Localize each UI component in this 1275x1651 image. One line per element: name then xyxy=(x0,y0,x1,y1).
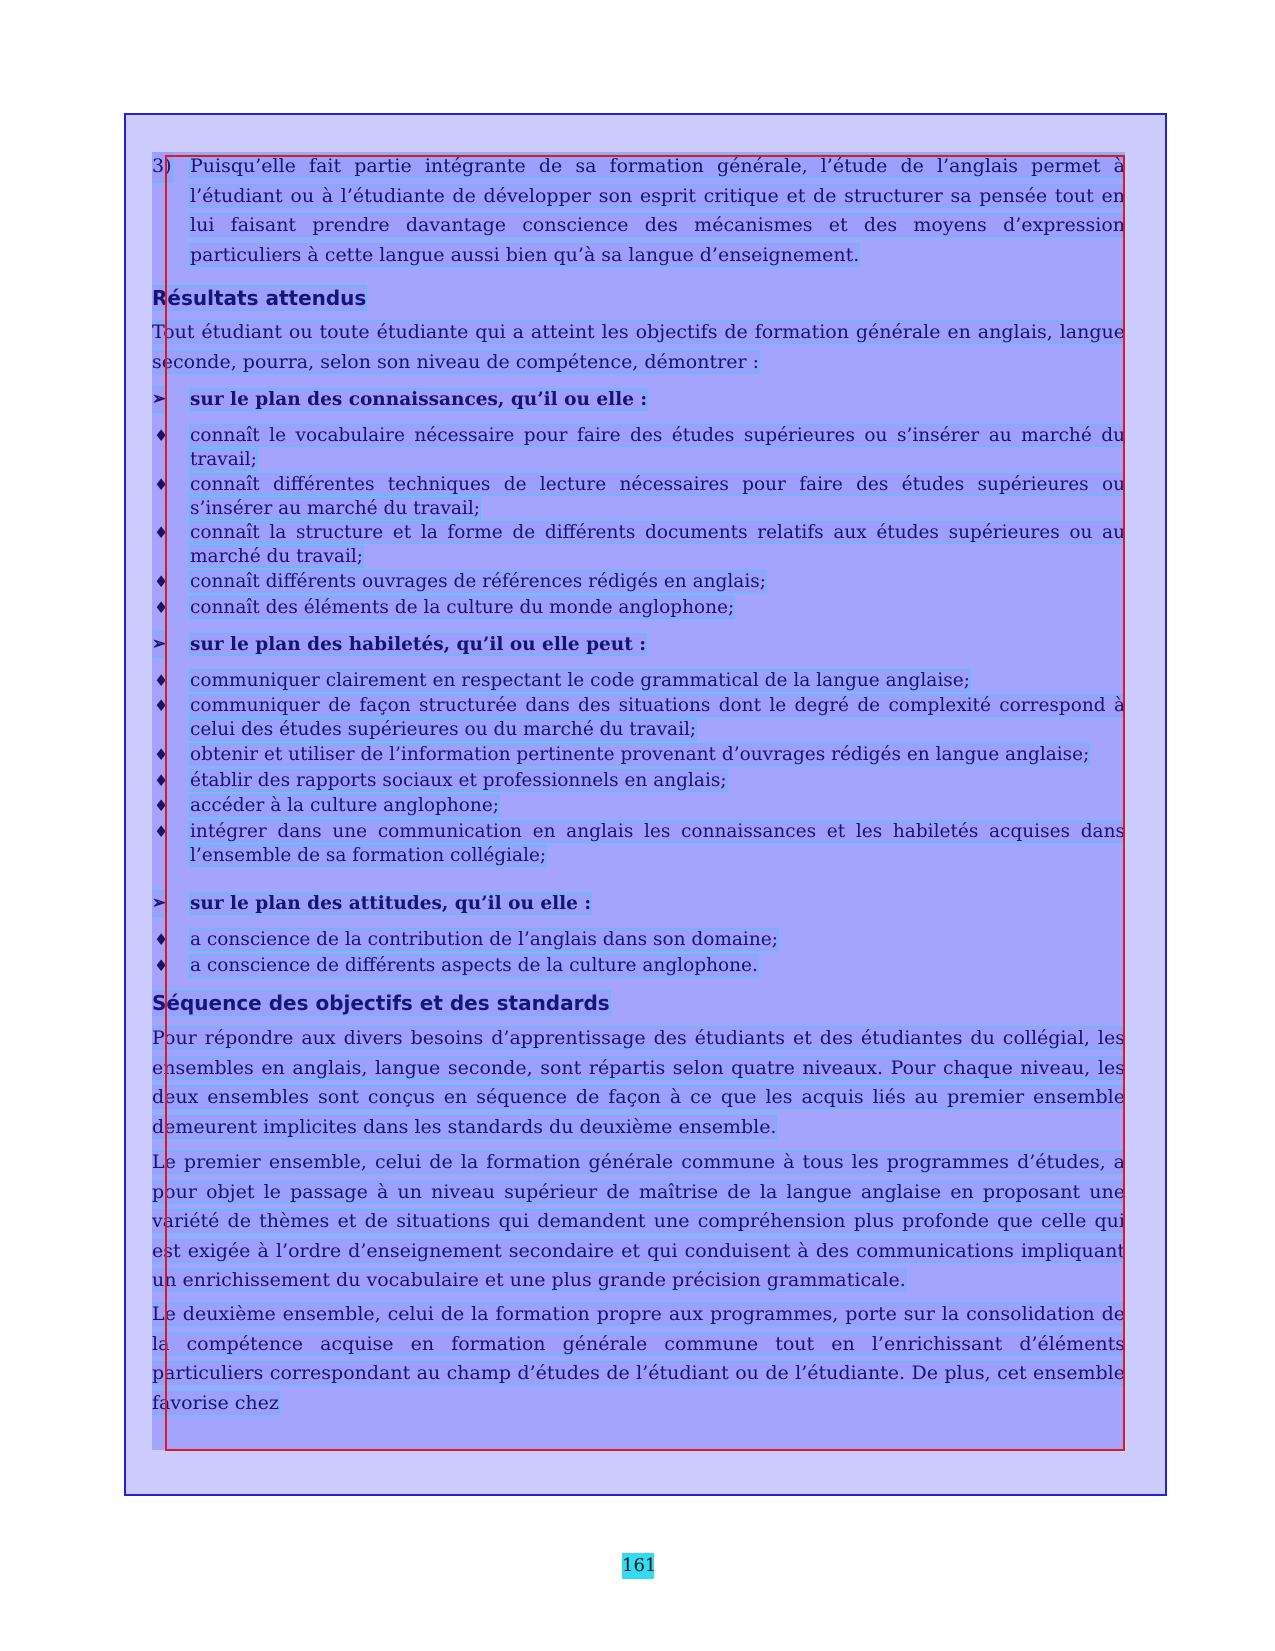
arrow-bullet-icon: ➢ xyxy=(152,632,166,657)
list-item: ♦ connaît différents ouvrages de références rédigés en anglais; xyxy=(154,571,766,592)
list-item: ♦ a conscience de la contribution de l’anglais dans son domaine; xyxy=(154,929,778,950)
page-content xyxy=(152,152,1125,1450)
diamond-bullet-icon: ♦ xyxy=(154,822,169,841)
list-item: ♦ intégrer dans une communication en anglais les connaissances et les habiletés acquises dans l’ensemble de sa formation collégiale; xyxy=(154,821,1125,866)
arrow-bullet-icon: ➢ xyxy=(152,387,166,412)
list-item: ♦ obtenir et utiliser de l’information pertinente provenant d’ouvrages rédigés en langue anglaise; xyxy=(154,744,1090,765)
list-item: ♦ connaît le vocabulaire nécessaire pour faire des études supérieures ou s’insérer au marché du travail; xyxy=(154,425,1125,470)
diamond-bullet-icon: ♦ xyxy=(154,523,169,542)
diamond-bullet-icon: ♦ xyxy=(154,572,169,591)
item-number: 3) xyxy=(152,152,172,182)
page-number: 161 xyxy=(622,1553,654,1579)
list-item: ♦ accéder à la culture anglophone; xyxy=(154,795,499,816)
diamond-bullet-icon: ♦ xyxy=(154,956,169,975)
attitudes-section-title: ➢ sur le plan des attitudes, qu’il ou elle : xyxy=(152,893,592,914)
list-item: ♦ connaît différentes techniques de lecture nécessaires pour faire des études supérieures ou s’insérer au marché du travail; xyxy=(154,474,1125,519)
list-item: ♦ établir des rapports sociaux et professionnels en anglais; xyxy=(154,770,727,791)
intro-item-text: Puisqu’elle fait partie intégrante de sa formation générale, l’étude de l’anglais permet à l’étudiant ou à l’étudiante de développer son esprit critique et de structurer sa pensée tout en lui faisant prendre davantage conscience des mécanismes et des moyens d’expression particuliers à cette langue aussi bien qu’à sa langue d’enseignement. xyxy=(190,155,1125,266)
diamond-bullet-icon: ♦ xyxy=(154,598,169,617)
results-heading: Résultats attendus xyxy=(152,286,367,310)
diamond-bullet-icon: ♦ xyxy=(154,426,169,445)
skills-section-title: ➢ sur le plan des habiletés, qu’il ou elle peut : xyxy=(152,634,647,655)
diamond-bullet-icon: ♦ xyxy=(154,796,169,815)
knowledge-section-title: ➢ sur le plan des connaissances, qu’il ou elle : xyxy=(152,389,648,410)
list-item: ♦ connaît la structure et la forme de différents documents relatifs aux études supérieures ou au marché du travail; xyxy=(154,522,1125,567)
list-item: ♦ connaît des éléments de la culture du monde anglophone; xyxy=(154,597,735,618)
intro-numbered-item xyxy=(152,152,1125,270)
diamond-bullet-icon: ♦ xyxy=(154,771,169,790)
list-item: ♦ communiquer clairement en respectant le code grammatical de la langue anglaise; xyxy=(154,670,970,691)
sequence-paragraph: Le deuxième ensemble, celui de la formation propre aux programmes, porte sur la consolidation de la compétence acquise en formation générale commune tout en l’enrichissant d’éléments particuliers correspondant au champ d’études de l’étudiant ou de l’étudiante. De plus, cet ensemble favorise chez xyxy=(152,1303,1125,1414)
arrow-bullet-icon: ➢ xyxy=(152,891,166,916)
results-intro: Tout étudiant ou toute étudiante qui a atteint les objectifs de formation générale en anglais, langue seconde, pourra, selon son niveau de compétence, démontrer : xyxy=(152,321,1125,373)
sequence-paragraph: Pour répondre aux divers besoins d’apprentissage des étudiants et des étudiantes du collégial, les ensembles en anglais, langue seconde, sont répartis selon quatre niveaux. Pour chaque niveau, les deux ensembles sont conçus en séquence de façon à ce que les acquis liés au premier ensemble demeurent implicites dans les standards du deuxième ensemble. xyxy=(152,1027,1125,1138)
sequence-paragraph: Le premier ensemble, celui de la formation générale commune à tous les programmes d’études, a pour objet le passage à un niveau supérieur de maîtrise de la langue anglaise en proposant une variété de thèmes et de situations qui demandent une compréhension plus profonde que celle qui est exigée à l’ordre d’enseignement secondaire et qui conduisent à des communications impliquant un enrichissement du vocabulaire et une plus grande précision grammaticale. xyxy=(152,1151,1125,1291)
sequence-heading: Séquence des objectifs et des standards xyxy=(152,991,610,1015)
diamond-bullet-icon: ♦ xyxy=(154,930,169,949)
diamond-bullet-icon: ♦ xyxy=(154,475,169,494)
diamond-bullet-icon: ♦ xyxy=(154,671,169,690)
list-item: ♦ a conscience de différents aspects de la culture anglophone. xyxy=(154,955,758,976)
list-item: ♦ communiquer de façon structurée dans des situations dont le degré de complexité correspond à celui des études supérieures ou du marché du travail; xyxy=(154,695,1125,740)
diamond-bullet-icon: ♦ xyxy=(154,696,169,715)
diamond-bullet-icon: ♦ xyxy=(154,745,169,764)
